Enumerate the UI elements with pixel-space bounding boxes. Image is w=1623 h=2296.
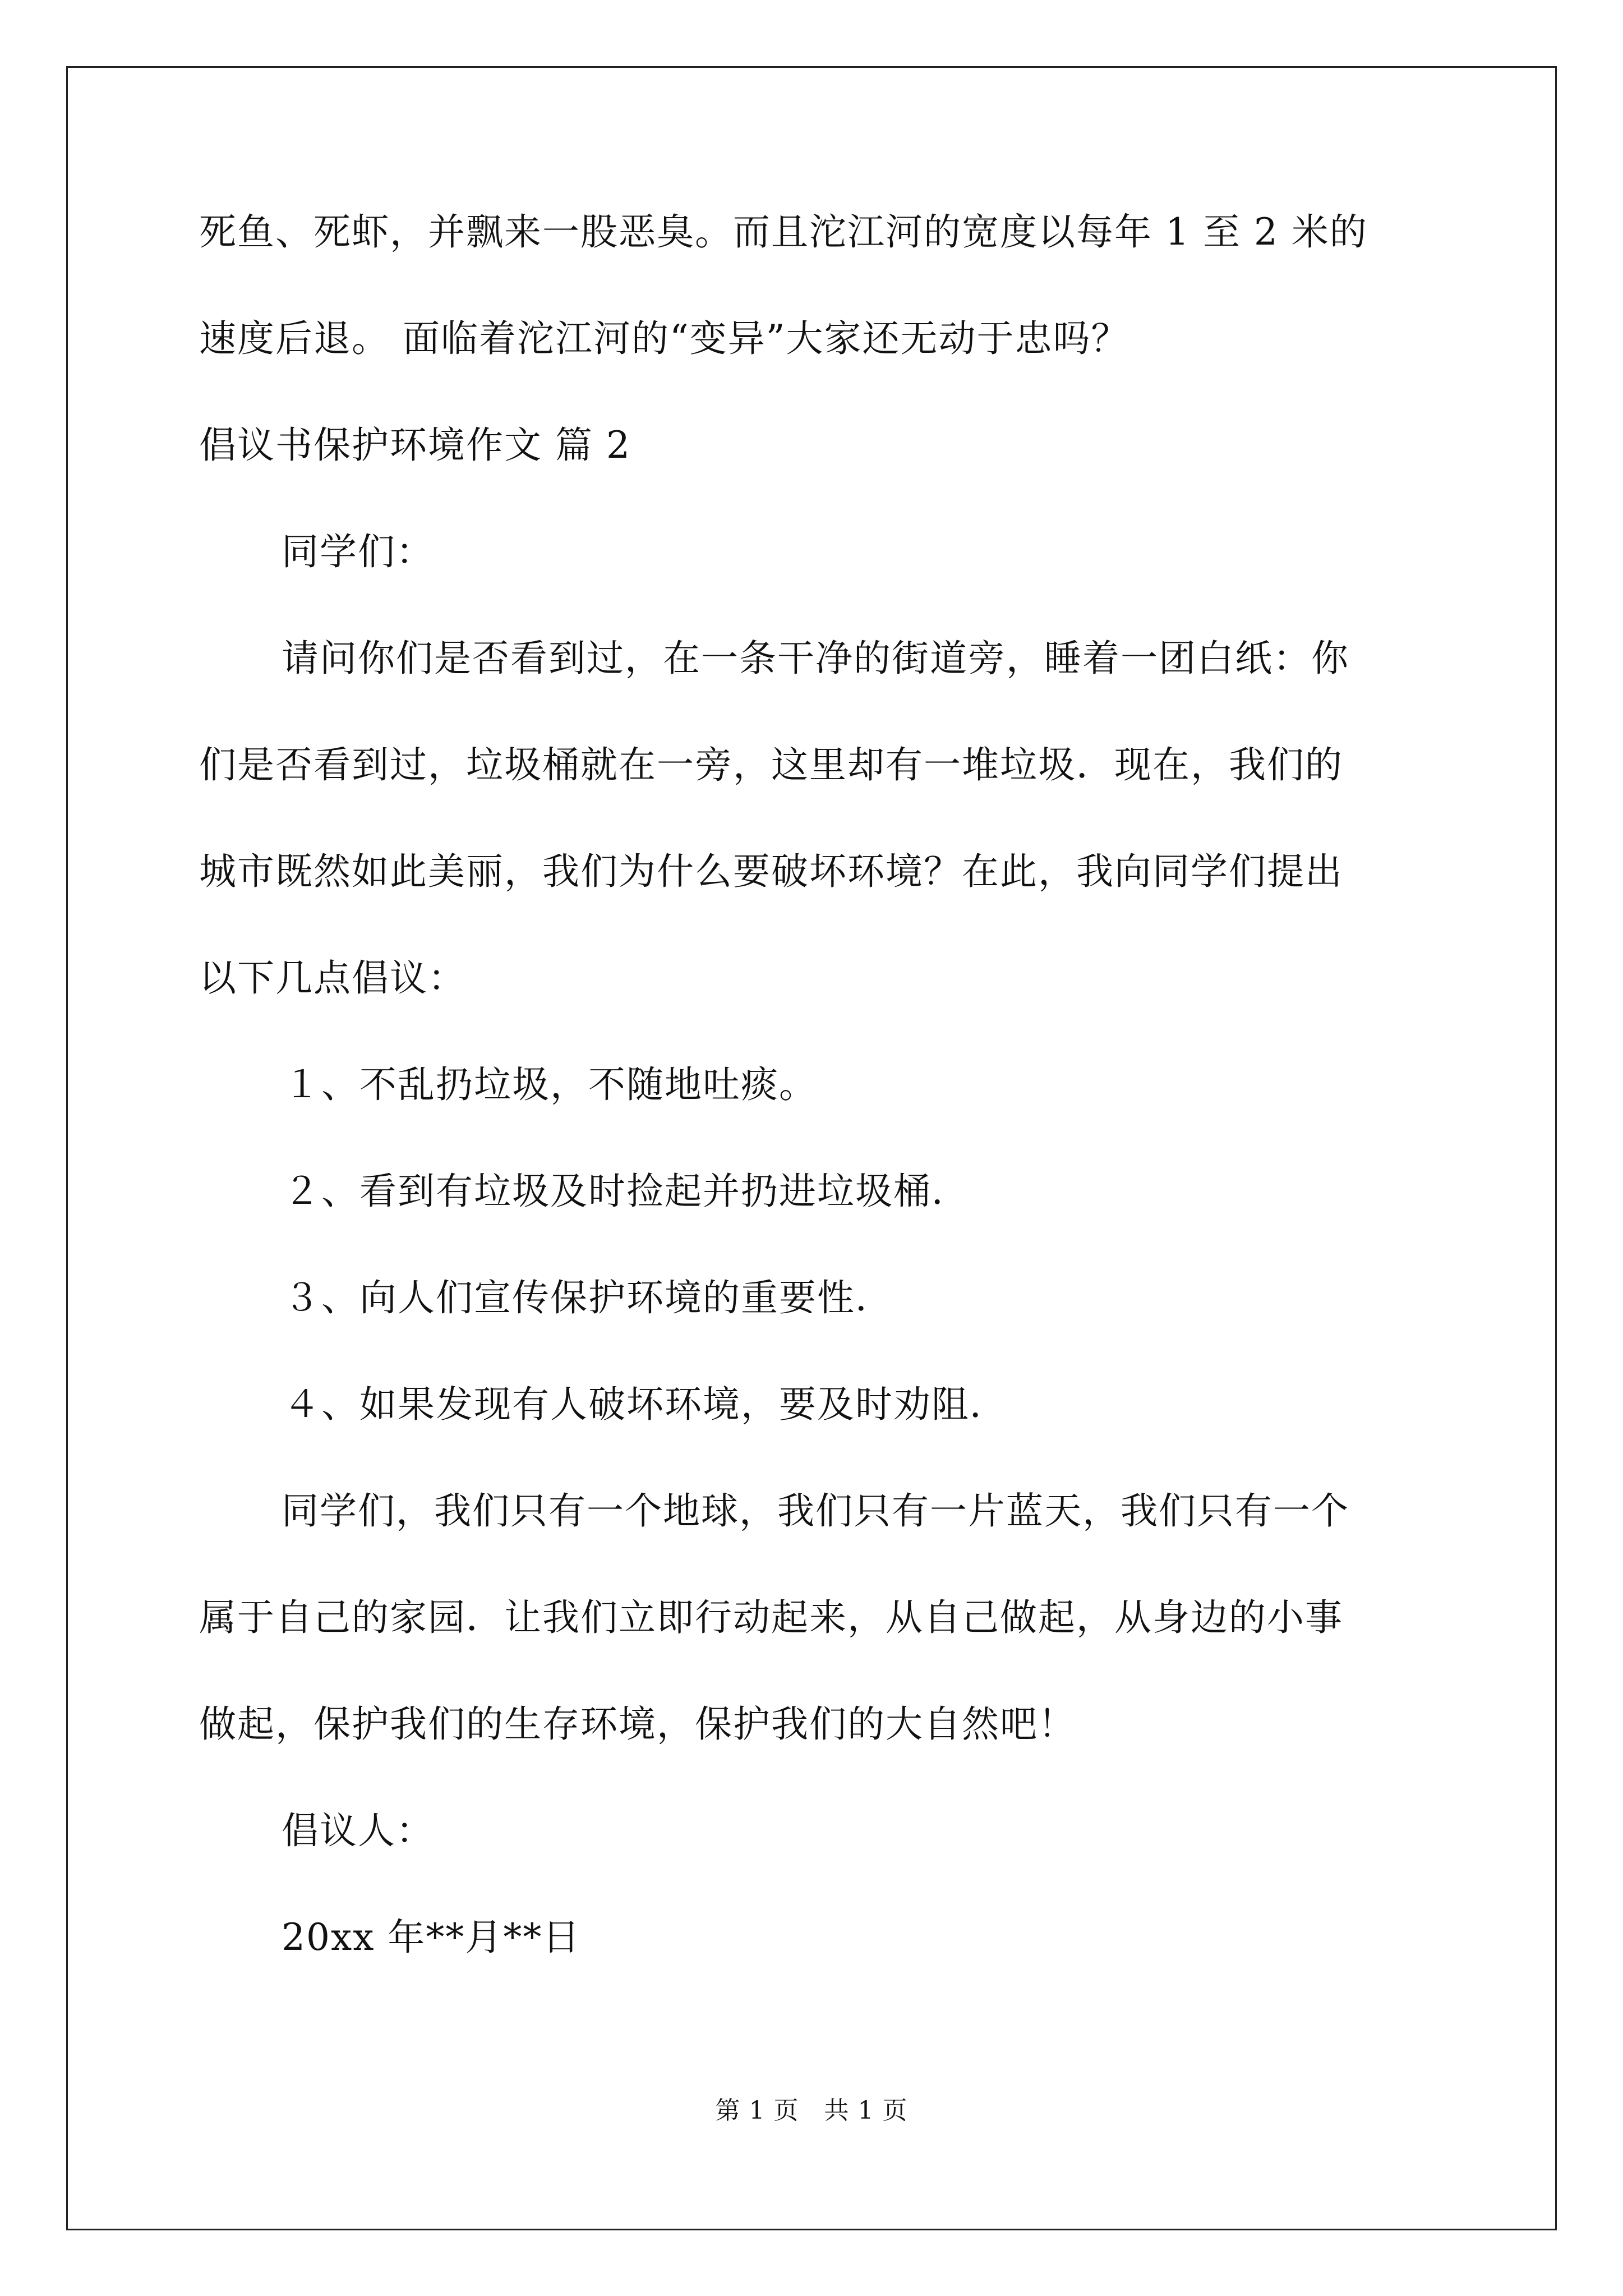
document-body	[199, 210, 1433, 2025]
paragraph-line: 同学们，我们只有一个地球，我们只有一片蓝天，我们只有一个	[282, 1489, 1349, 1533]
list-item: ３、向人们宣传保护环境的重要性．	[283, 1276, 893, 1319]
list-item: ２、看到有垃圾及时捡起并扔进垃圾桶．	[283, 1170, 970, 1213]
body-line: 速度后退。 面临着沱江河的“变异”大家还无动于忠吗？	[199, 317, 1129, 360]
paragraph-line: 请问你们是否看到过，在一条干净的街道旁，睡着一团白纸：你	[282, 637, 1349, 680]
date-line: 20xx 年**月**日	[282, 1916, 581, 1959]
salutation: 同学们：	[282, 530, 434, 573]
paragraph-line: 城市既然如此美丽，我们为什么要破坏环境？在此，我向同学们提出	[199, 850, 1343, 893]
section-title: 倡议书保护环境作文 篇 2	[199, 424, 631, 467]
body-line: 死鱼、死虾，并飘来一股恶臭。而且沱江河的宽度以每年 1 至 2 米的	[199, 210, 1368, 254]
page-footer: 第 1 页 共 1 页	[715, 2096, 908, 2125]
paragraph-line: 属于自己的家园．让我们立即行动起来，从自己做起，从身边的小事	[199, 1596, 1343, 1639]
list-item: １、不乱扔垃圾，不随地吐痰。	[283, 1063, 817, 1106]
list-item: ４、如果发现有人破坏环境，要及时劝阻．	[283, 1383, 1008, 1426]
signature-label: 倡议人：	[282, 1809, 434, 1852]
paragraph-line: 做起，保护我们的生存环境，保护我们的大自然吧！	[199, 1703, 1076, 1746]
paragraph-line: 们是否看到过，垃圾桶就在一旁，这里却有一堆垃圾．现在，我们的	[199, 743, 1343, 786]
paragraph-line: 以下几点倡议：	[199, 956, 466, 1000]
